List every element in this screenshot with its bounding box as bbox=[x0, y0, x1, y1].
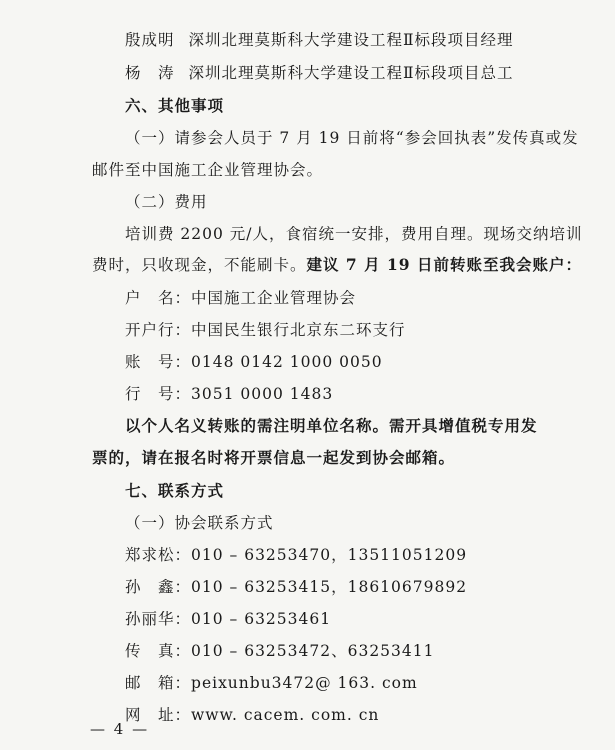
fee-text: 费时，只收现金，不能刷卡。 bbox=[92, 256, 307, 274]
contact-label: 孙丽华： bbox=[125, 610, 192, 628]
account-label: 开户行： bbox=[125, 321, 192, 339]
contact-row bbox=[125, 545, 467, 565]
contact-value: 010 – 63253472、63253411 bbox=[191, 642, 435, 660]
contact-label: 郑求松： bbox=[125, 546, 192, 564]
contact-value: peixunbu3472@ 163. com bbox=[191, 674, 418, 692]
staff-role: 深圳北理莫斯科大学建设工程Ⅱ标段项目总工 bbox=[188, 64, 514, 82]
paragraph-line: （一）请参会人员于 7 月 19 日前将“参会回执表”发传真或发 bbox=[125, 129, 579, 147]
staff-row bbox=[125, 30, 514, 50]
sub-heading: （二）费用 bbox=[125, 193, 208, 211]
staff-role: 深圳北理莫斯科大学建设工程Ⅱ标段项目经理 bbox=[188, 31, 514, 49]
page-number: — 4 — bbox=[90, 720, 150, 738]
staff-row bbox=[125, 63, 514, 83]
contact-value: 010 – 63253470，13511051209 bbox=[191, 546, 468, 564]
staff-name: 殷成明 bbox=[125, 31, 175, 49]
contact-row bbox=[125, 641, 435, 661]
account-row bbox=[125, 384, 333, 404]
account-row bbox=[125, 352, 383, 372]
paragraph-line: 培训费 2200 元/人，食宿统一安排，费用自理。现场交纳培训 bbox=[125, 225, 583, 243]
account-value: 3051 0000 1483 bbox=[191, 385, 334, 403]
account-row bbox=[125, 288, 356, 308]
paragraph-line: 邮件至中国施工企业管理协会。 bbox=[92, 161, 324, 179]
contact-label: 邮 箱： bbox=[125, 674, 192, 692]
contact-label: 孙 鑫： bbox=[125, 578, 192, 596]
section-heading: 七、联系方式 bbox=[125, 482, 225, 500]
fee-text-bold: 建议 7 月 19 日前转账至我会账户： bbox=[306, 255, 582, 274]
account-value: 0148 0142 1000 0050 bbox=[191, 353, 383, 371]
account-value: 中国民生银行北京东二环支行 bbox=[191, 321, 406, 339]
contact-value: 010 – 63253461 bbox=[191, 610, 332, 628]
staff-name: 杨 涛 bbox=[125, 64, 175, 82]
contact-row bbox=[125, 705, 379, 725]
contact-label: 传 真： bbox=[125, 642, 192, 660]
account-label: 账 号： bbox=[125, 353, 192, 371]
account-value: 中国施工企业管理协会 bbox=[191, 289, 357, 307]
contact-label: 网 址： bbox=[125, 706, 192, 724]
paragraph-line: 以个人名义转账的需注明单位名称。需开具增值税专用发 bbox=[125, 416, 538, 435]
account-label: 户 名： bbox=[125, 289, 192, 307]
sub-heading: （一）协会联系方式 bbox=[125, 514, 274, 532]
contact-row bbox=[125, 577, 467, 597]
paragraph-line bbox=[92, 255, 582, 275]
contact-row bbox=[125, 609, 331, 629]
contact-value: 010 – 63253415，18610679892 bbox=[191, 578, 468, 596]
account-label: 行 号： bbox=[125, 385, 192, 403]
section-heading: 六、其他事项 bbox=[125, 97, 225, 115]
account-row bbox=[125, 320, 406, 340]
contact-row bbox=[125, 673, 418, 693]
contact-value: www. cacem. com. cn bbox=[191, 706, 380, 724]
paragraph-line: 票的，请在报名时将开票信息一起发到协会邮箱。 bbox=[92, 448, 456, 467]
